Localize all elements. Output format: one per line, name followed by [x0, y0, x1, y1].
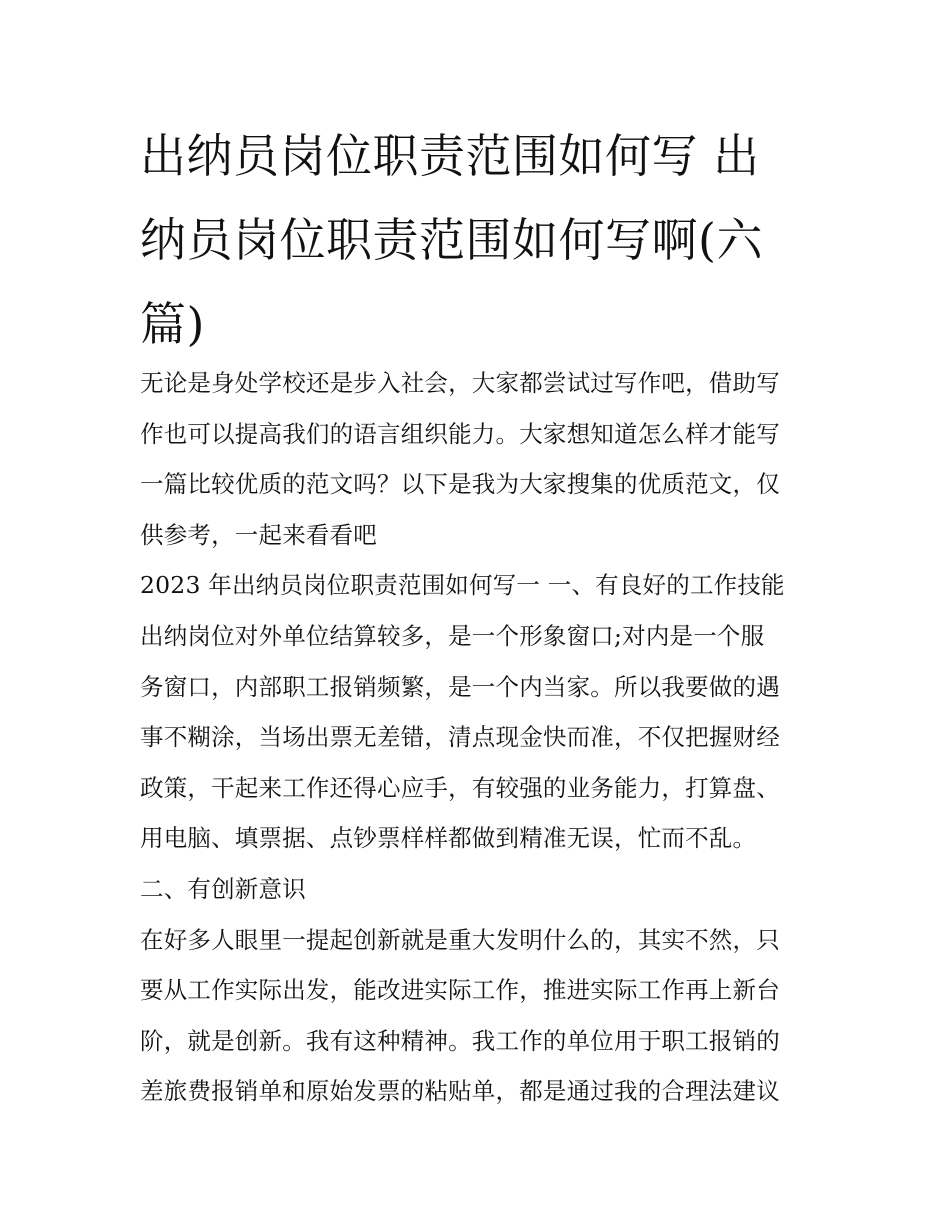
body-line: 用电脑、填票据、点钞票样样都做到精准无误，忙而不乱。 [140, 824, 757, 853]
body-line: 出纳岗位对外单位结算较多，是一个形象窗口;对内是一个服 [140, 621, 765, 650]
body-line: 在好多人眼里一提起创新就是重大发明什么的，其实不然，只 [140, 925, 780, 954]
body-line: 2023 年出纳员岗位职责范围如何写一 一、有良好的工作技能 [140, 571, 785, 600]
body-line: 供参考，一起来看看吧 [140, 520, 377, 549]
section-heading: 二、有创新意识 [140, 874, 306, 903]
body-line: 阶，就是创新。我有这种精神。我工作的单位用于职工报销的 [140, 1026, 780, 1055]
body-line: 差旅费报销单和原始发票的粘贴单，都是通过我的合理法建议 [140, 1077, 780, 1106]
body-line: 要从工作实际出发，能改进实际工作，推进实际工作再上新台 [140, 976, 780, 1005]
body-line: 务窗口，内部职工报销频繁，是一个内当家。所以我要做的遇 [140, 672, 780, 701]
document-body [140, 358, 820, 1117]
body-line: 作也可以提高我们的语言组织能力。大家想知道怎么样才能写 [140, 419, 780, 448]
body-line: 政策，干起来工作还得心应手，有较强的业务能力，打算盘、 [140, 773, 780, 802]
body-line: 无论是身处学校还是步入社会，大家都尝试过写作吧，借助写 [140, 369, 780, 397]
document-title [140, 114, 820, 366]
title-line: 篇) [140, 297, 205, 351]
title-line: 出纳员岗位职责范围如何写 出 [140, 129, 760, 183]
title-line: 纳员岗位职责范围如何写啊(六 [140, 213, 763, 267]
body-line: 事不糊涂，当场出票无差错，清点现金快而准，不仅把握财经 [140, 723, 780, 752]
body-line: 一篇比较优质的范文吗？以下是我为大家搜集的优质范文，仅 [140, 470, 780, 499]
